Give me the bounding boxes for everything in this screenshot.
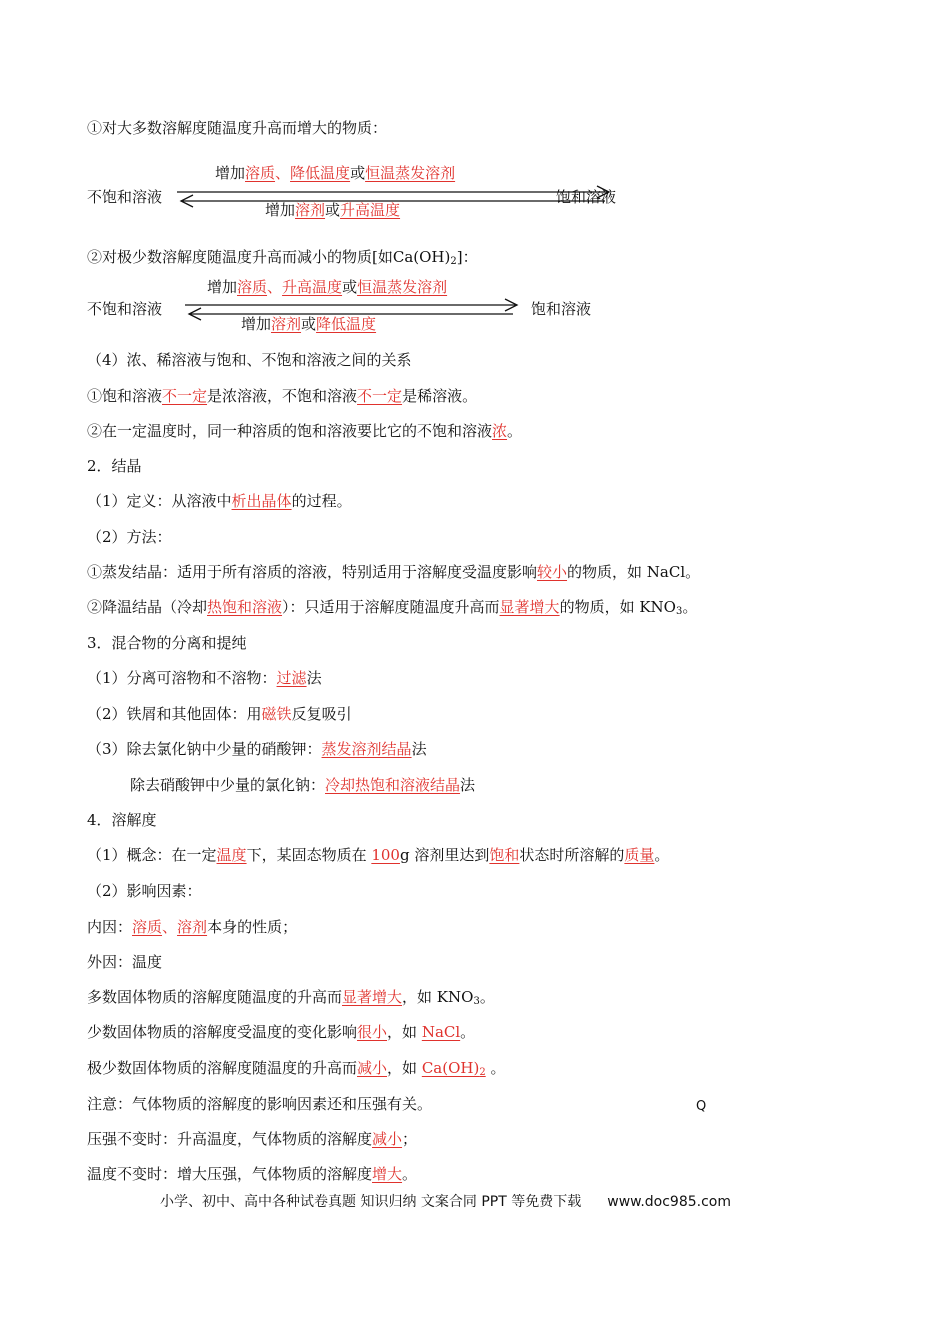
text-line: 多数固体物质的溶解度随温度的升高而显著增大，如 $KNO_3$。 [87, 988, 495, 1007]
footer-url[interactable]: www.doc985.com [607, 1194, 731, 1210]
text-line: 少数固体物质的溶解度受温度的变化影响很小，如 NaCl。 [87, 1023, 476, 1041]
forward-condition: 增加溶质、降低温度或恒温蒸发溶剂 [215, 164, 456, 182]
text-line: （1）分离可溶物和不溶物：过滤法 [87, 669, 322, 687]
backward-condition: 增加溶剂或降低温度 [241, 315, 377, 333]
subheading-4: （4）浓、稀溶液与饱和、不饱和溶液之间的关系 [87, 351, 412, 369]
heading-3: 3．混合物的分离和提纯 [87, 634, 247, 652]
section2-title: ②对极少数溶解度随温度升高而减小的物质[如$Ca(OH)_2$]： [87, 248, 478, 267]
text-line: 除去硝酸钾中少量的氯化钠：冷却热饱和溶液结晶法 [130, 776, 476, 794]
section1-title: ①对大多数溶解度随温度升高而增大的物质： [87, 119, 388, 137]
text-line: 温度不变时：增大压强，气体物质的溶解度增大。 [87, 1165, 418, 1183]
saturated-label: 饱和溶液 [556, 188, 617, 206]
heading-2: 2．结晶 [87, 457, 142, 475]
saturated-label: 饱和溶液 [531, 300, 592, 318]
text-line: 压强不变时：升高温度，气体物质的溶解度减小； [87, 1130, 418, 1148]
text-line: （2）铁屑和其他固体：用磁铁反复吸引 [87, 705, 352, 723]
text-line: ①蒸发结晶：适用于所有溶质的溶液，特别适用于溶解度受温度影响较小的物质，如 NaCl。 [87, 563, 701, 581]
text-line: （2）方法： [87, 528, 172, 546]
text-line: （3）除去氯化钠中少量的硝酸钾：蒸发溶剂结晶法 [87, 740, 427, 758]
text-line: （2）影响因素： [87, 882, 202, 900]
section1-conversion [87, 160, 687, 220]
heading-4: 4．溶解度 [87, 811, 157, 829]
text-line: ②在一定温度时，同一种溶质的饱和溶液要比它的不饱和溶液浓。 [87, 422, 523, 440]
unsaturated-label: 不饱和溶液 [87, 300, 163, 318]
text-line: ①饱和溶液不一定是浓溶液，不饱和溶液不一定是稀溶液。 [87, 387, 478, 405]
forward-condition: 增加溶质、升高温度或恒温蒸发溶剂 [207, 278, 448, 296]
text-line: （1）概念：在一定温度下，某固态物质在 100g 溶剂里达到饱和状态时所溶解的质量。 [87, 846, 670, 864]
stray-mark: Q [696, 1099, 707, 1114]
page-footer [160, 1191, 731, 1211]
section2-conversion [87, 276, 687, 336]
text-line: （1）定义：从溶液中析出晶体的过程。 [87, 492, 352, 510]
text-line: 内因：溶质、溶剂本身的性质； [87, 918, 298, 936]
footer-text: 小学、初中、高中各种试卷真题 知识归纳 文案合同 PPT 等免费下载 [160, 1194, 582, 1210]
backward-condition: 增加溶剂或升高温度 [265, 201, 401, 219]
unsaturated-label: 不饱和溶液 [87, 188, 163, 206]
text-line: 外因：温度 [87, 953, 163, 971]
text-line: 极少数固体物质的溶解度随温度的升高而减小，如 $Ca(OH)_2$ 。 [87, 1059, 506, 1078]
text-line: ②降温结晶（冷却热饱和溶液）：只适用于溶解度随温度升高而显著增大的物质，如 $KNO_3$。 [87, 598, 698, 617]
text-line: 注意：气体物质的溶解度的影响因素还和压强有关。 [87, 1095, 433, 1113]
